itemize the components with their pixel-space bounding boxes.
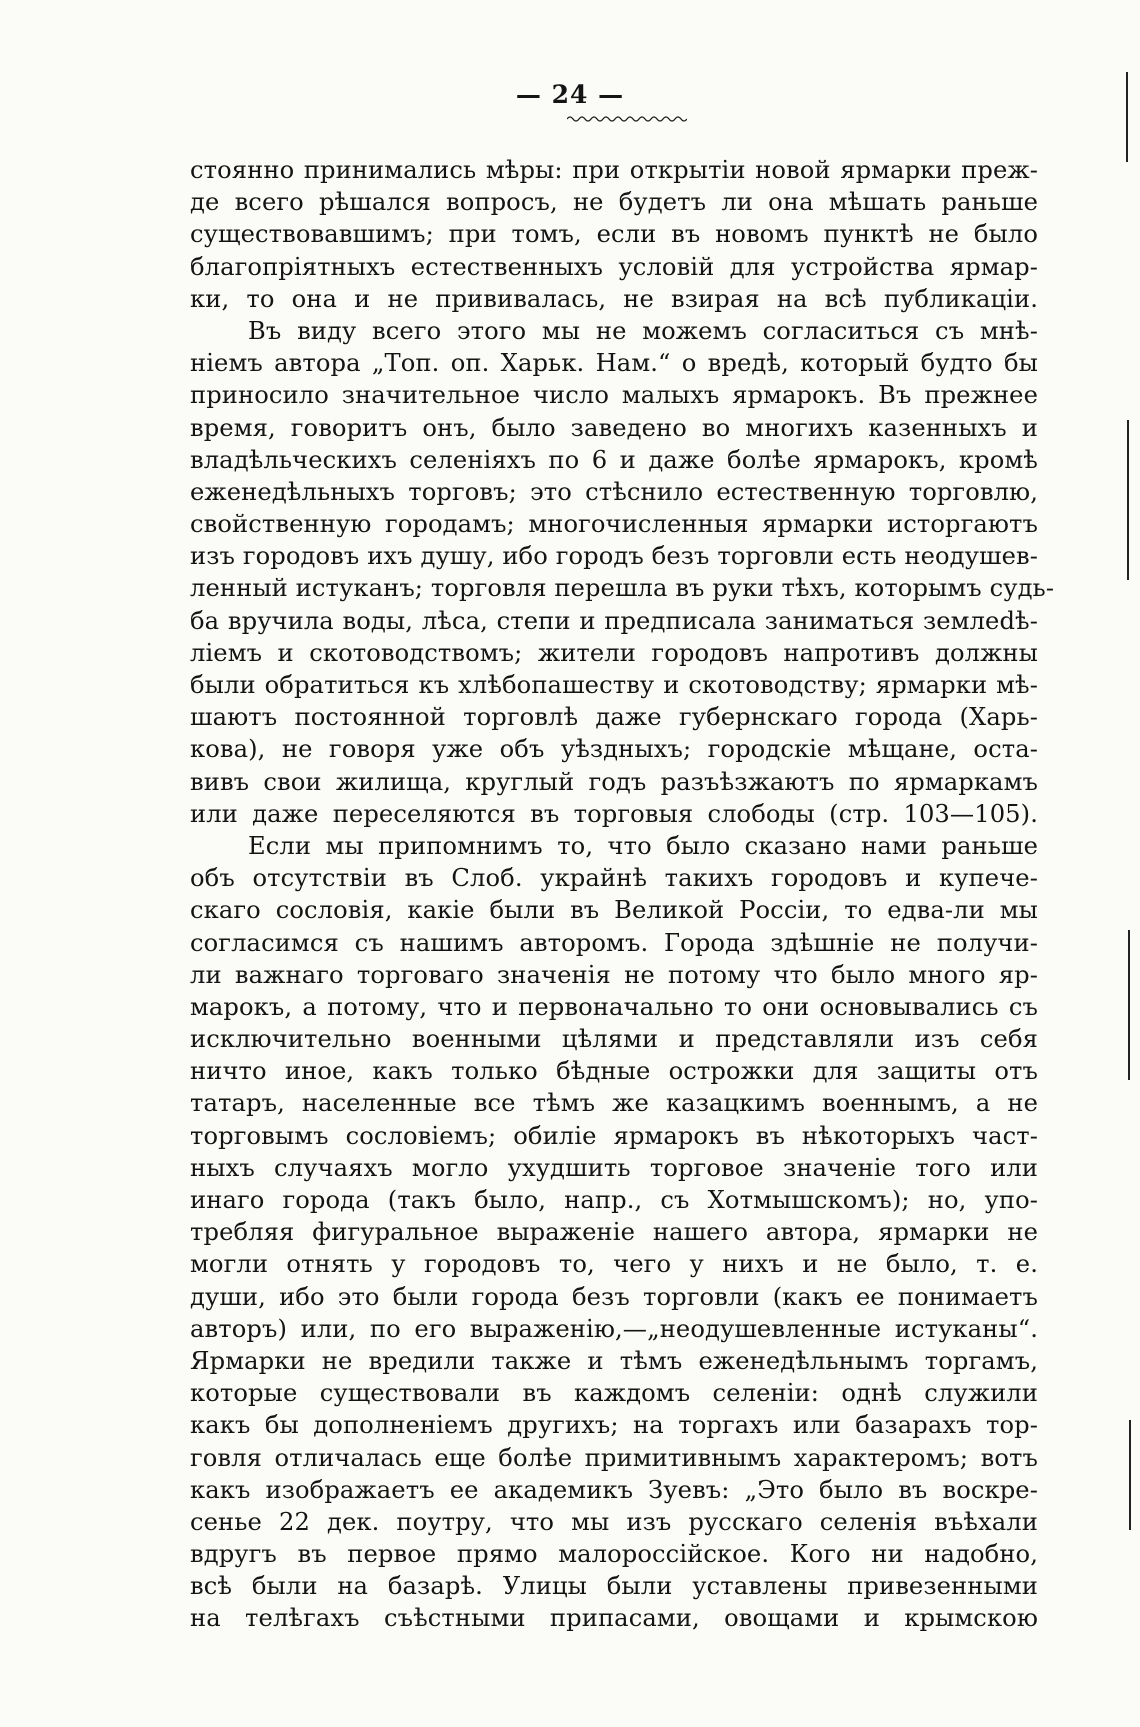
scan-edge-mark	[1127, 420, 1129, 580]
text-line: говля отличалась еще болѣе примитивнымъ характеромъ; вотъ	[190, 1443, 1038, 1472]
text-line: были обратиться къ хлѣбопашеству и скотоводству; ярмарки мѣ-	[190, 671, 1038, 699]
text-line: ба вручила воды, лѣса, степи и предписала заниматься землedѣ-	[190, 606, 1038, 635]
text-line: или даже переселяются въ торговыя слободы (стр. 103—105).	[190, 799, 1038, 828]
paragraph-2	[190, 315, 1055, 830]
text-line: ніемъ автора „Топ. оп. Харьк. Нам.“ о вредѣ, который будто бы	[190, 349, 1038, 378]
text-line: вивъ свои жилища, круглый годъ разъѣзжаютъ по ярмаркамъ	[190, 767, 1038, 796]
text-line: марокъ, а потому, что и первоначально то они основывались съ	[190, 992, 1038, 1021]
text-line: владѣльческихъ селеніяхъ по 6 и даже болѣе ярмарокъ, кромѣ	[190, 445, 1038, 474]
text-line: ліемъ и скотоводствомъ; жители городовъ напротивъ должны	[190, 638, 1038, 667]
text-line: авторъ) или, по его выраженію,—„неодушевленные истуканы“.	[190, 1314, 1038, 1343]
text-line: торговымъ сословіемъ; обиліе ярмарокъ въ нѣкоторыхъ част-	[190, 1121, 1038, 1150]
page-number: — 24 —	[515, 80, 625, 109]
paragraph-1	[190, 154, 1038, 315]
text-line: на телѣгахъ съѣстными припасами, овощами и крымскою	[190, 1604, 1038, 1633]
text-line: скаго сословія, какіе были въ Великой Россіи, то едва-ли мы	[190, 896, 1038, 925]
text-line: всѣ были на базарѣ. Улицы были уставлены привезенными	[190, 1572, 1038, 1601]
text-line: ничто иное, какъ только бѣдные острожки для защиты отъ	[190, 1057, 1038, 1086]
text-line: исключительно военными цѣлями и представляли изъ себя	[190, 1025, 1038, 1054]
scan-edge-mark	[1126, 72, 1128, 162]
text-line: шаютъ постоянной торговлѣ даже губернскаго города (Харь-	[190, 703, 1038, 732]
text-line: которые существовали въ каждомъ селеніи: однѣ служили	[190, 1379, 1038, 1408]
text-line: души, ибо это были города безъ торговли (какъ ее понимаетъ	[190, 1282, 1038, 1311]
text-line: ки, то она и не прививалась, не взирая на всѣ публикаціи.	[190, 284, 1038, 313]
text-line: сенье 22 дек. поутру, что мы изъ русскаго селенія въѣхали	[190, 1507, 1038, 1536]
text-line: еженедѣльныхъ торговъ; это стѣснило естественную торговлю,	[190, 477, 1038, 506]
text-line: могли отнять у городовъ то, чего у нихъ и не было, т. е.	[190, 1250, 1038, 1279]
text-line: какъ изображаетъ ее академикъ Зуевъ: „Это было въ воскре-	[190, 1475, 1038, 1504]
text-line: Въ виду всего этого мы не можемъ согласиться съ мнѣ-	[248, 316, 1038, 345]
scan-edge-mark	[1128, 930, 1130, 1080]
body-text	[190, 154, 1055, 1635]
text-line: изъ городовъ ихъ душу, ибо городъ безъ торговли есть неодушев-	[190, 542, 1038, 571]
text-line: согласимся съ нашимъ авторомъ. Города здѣшніе не получи-	[190, 928, 1038, 957]
scan-edge-mark	[1129, 1420, 1131, 1530]
text-line: ли важнаго торговаго значенія не потому что было много яр-	[190, 960, 1038, 989]
text-line: ныхъ случаяхъ могло ухудшить торговое значеніе того или	[190, 1153, 1038, 1182]
text-line: Ярмарки не вредили также и тѣмъ еженедѣльнымъ торгамъ,	[190, 1346, 1038, 1375]
text-line: татаръ, населенные все тѣмъ же казацкимъ военнымъ, а не	[190, 1089, 1038, 1118]
text-line: свойственную городамъ; многочисленныя ярмарки исторгаютъ	[190, 510, 1038, 539]
text-line: время, говоритъ онъ, было заведено во многихъ казенныхъ и	[190, 413, 1038, 442]
text-line: требляя фигуральное выраженіе нашего автора, ярмарки не	[190, 1218, 1038, 1247]
text-line: кова), не говоря уже объ уѣздныхъ; городскіе мѣщане, оста-	[190, 735, 1038, 764]
page-number-ornament	[567, 114, 687, 124]
text-line: благопріятныхъ естественныхъ условій для устройства ярмар-	[190, 252, 1038, 281]
paragraph-3	[190, 830, 1038, 1635]
text-line: существовавшимъ; при томъ, если въ новомъ пунктѣ не было	[190, 220, 1038, 249]
text-line: стоянно принимались мѣры: при открытіи новой ярмарки преж-	[190, 156, 1038, 184]
text-line: Если мы припомнимъ то, что было сказано нами раньше	[248, 831, 1038, 860]
text-line: объ отсутствіи въ Слоб. украйнѣ такихъ городовъ и купече-	[190, 864, 1038, 893]
text-line: вдругъ въ первое прямо малороссійское. Кого ни надобно,	[190, 1540, 1038, 1569]
text-line: ленный истуканъ; торговля перешла въ руки тѣхъ, которымъ судь-	[190, 574, 1055, 603]
text-line: какъ бы дополненіемъ другихъ; на торгахъ или базарахъ тор-	[190, 1411, 1038, 1440]
text-line: инаго города (такъ было, напр., съ Хотмышскомъ); но, упо-	[190, 1186, 1038, 1214]
text-line: приносило значительное число малыхъ ярмарокъ. Въ прежнее	[190, 381, 1038, 410]
text-line: де всего рѣшался вопросъ, не будетъ ли она мѣшать раньше	[190, 188, 1038, 217]
